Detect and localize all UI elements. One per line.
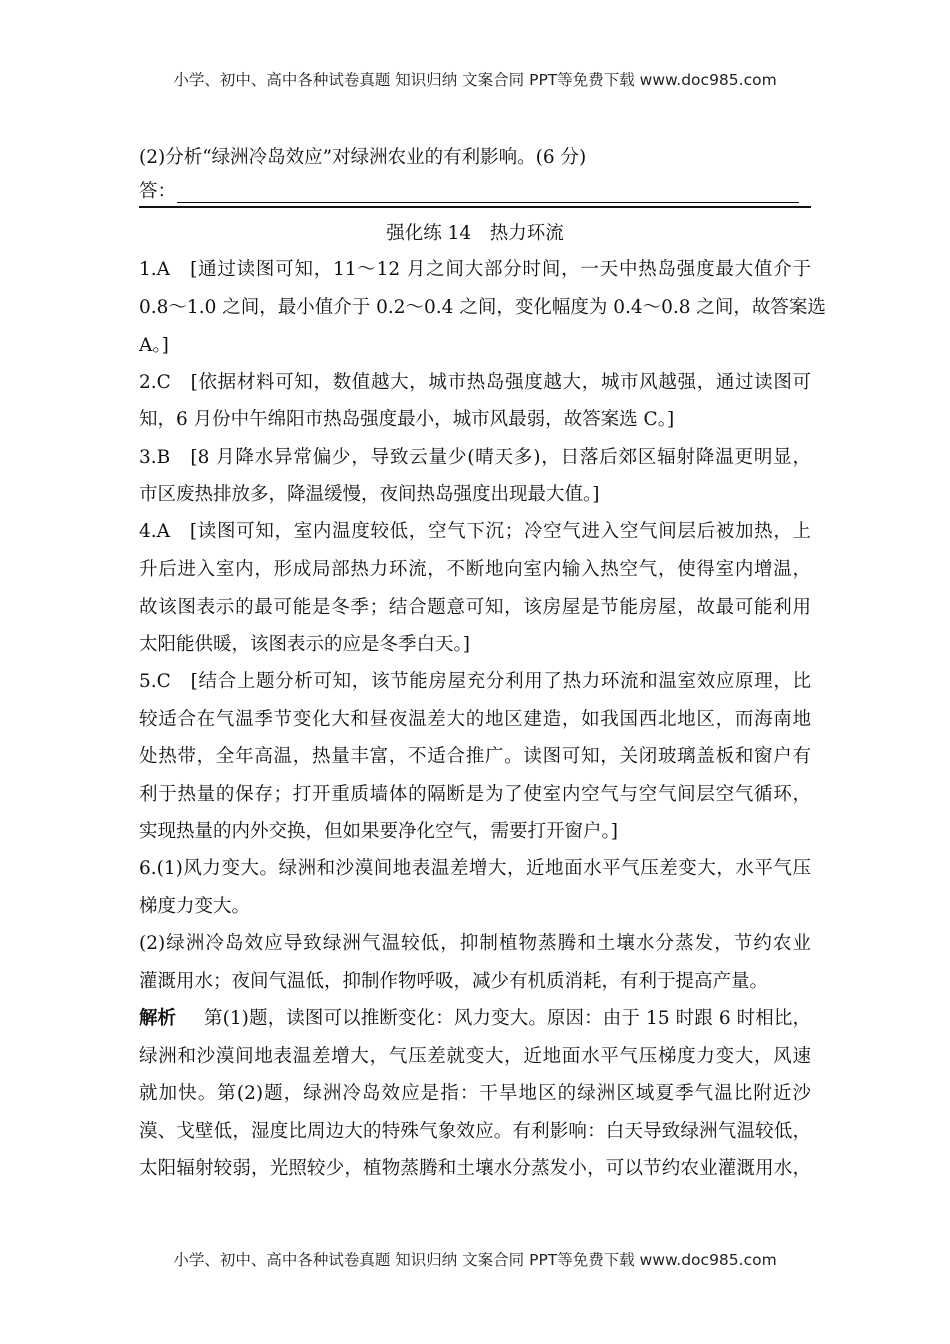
text-line: A。] — [139, 335, 169, 356]
section-divider — [139, 206, 811, 208]
text-line: 处热带，全年高温，热量丰富，不适合推广。读图可知，关闭玻璃盖板和窗户有 — [139, 746, 811, 767]
text-line: 5.C [结合上题分析可知，该节能房屋充分利用了热力环流和温室效应原理，比 — [139, 671, 811, 692]
analysis-first-line — [139, 1007, 811, 1031]
answer-label: 答： — [139, 181, 177, 202]
text-line: 第(1)题，读图可以推断变化：风力变大。原因：由于 15 时跟 6 时相比， — [204, 1008, 811, 1029]
text-line: 绿洲和沙漠间地表温差增大，气压差就变大，近地面水平气压梯度力变大，风速 — [139, 1046, 811, 1067]
text-line: 2.C [依据材料可知，数值越大，城市热岛强度越大，城市风越强，通过读图可 — [139, 372, 811, 393]
text-line: 灌溉用水；夜间气温低，抑制作物呼吸，减少有机质消耗，有利于提高产量。 — [139, 971, 769, 992]
text-line: 1.A [通过读图可知，11～12 月之间大部分时间，一天中热岛强度最大值介于 — [139, 259, 811, 280]
text-line: 知，6 月份中午绵阳市热岛强度最小，城市风最弱，故答案选 C。] — [139, 409, 675, 430]
text-line: 太阳辐射较弱，光照较少，植物蒸腾和土壤水分蒸发小，可以节约农业灌溉用水， — [139, 1158, 811, 1179]
text-line: 市区废热排放多，降温缓慢，夜间热岛强度出现最大值。] — [139, 484, 600, 505]
question-text: (2)分析“绿洲冷岛效应”对绿洲农业的有利影响。(6 分) — [139, 147, 587, 168]
text-line: 利于热量的保存；打开重质墙体的隔断是为了使室内空气与空气间层空气循环， — [139, 784, 811, 805]
answer-row — [139, 180, 811, 208]
text-line: 故该图表示的最可能是冬季；结合题意可知，该房屋是节能房屋，故最可能利用 — [139, 597, 811, 618]
page-header: 小学、初中、高中各种试卷真题 知识归纳 文案合同 PPT等免费下载 www.doc985.com — [173, 71, 777, 89]
text-line: 就加快。第(2)题，绿洲冷岛效应是指：干旱地区的绿洲区域夏季气温比附近沙 — [139, 1083, 811, 1104]
text-line: (2)绿洲冷岛效应导致绿洲气温较低，抑制植物蒸腾和土壤水分蒸发，节约农业 — [139, 933, 811, 954]
text-line: 较适合在气温季节变化大和昼夜温差大的地区建造，如我国西北地区，而海南地 — [139, 709, 811, 730]
text-line: 3.B [8 月降水异常偏少，导致云量少(晴天多)，日落后郊区辐射降温更明显， — [139, 447, 811, 468]
text-line: 梯度力变大。 — [139, 896, 251, 917]
text-line: 漠、戈壁低，湿度比周边大的特殊气象效应。有利影响：白天导致绿洲气温较低， — [139, 1121, 811, 1142]
text-line: 太阳能供暖，该图表示的应是冬季白天。] — [139, 634, 470, 655]
text-line: 4.A [读图可知，室内温度较低，空气下沉；冷空气进入空气间层后被加热，上 — [139, 521, 811, 542]
text-line: 升后进入室内，形成局部热力环流，不断地向室内输入热空气，使得室内增温， — [139, 559, 811, 580]
text-line: 0.8～1.0 之间，最小值介于 0.2～0.4 之间，变化幅度为 0.4～0.8 之间，故答案选 — [139, 297, 826, 318]
section-title: 强化练 14 热力环流 — [386, 223, 564, 244]
page-footer: 小学、初中、高中各种试卷真题 知识归纳 文案合同 PPT等免费下载 www.doc985.com — [173, 1251, 777, 1269]
analysis-label: 解析 — [139, 1008, 177, 1029]
text-line: 6.(1)风力变大。绿洲和沙漠间地表温差增大，近地面水平气压差变大，水平气压 — [139, 858, 811, 879]
answer-blank-line — [177, 202, 799, 203]
text-line: 实现热量的内外交换，但如果要净化空气，需要打开窗户。] — [139, 821, 618, 842]
